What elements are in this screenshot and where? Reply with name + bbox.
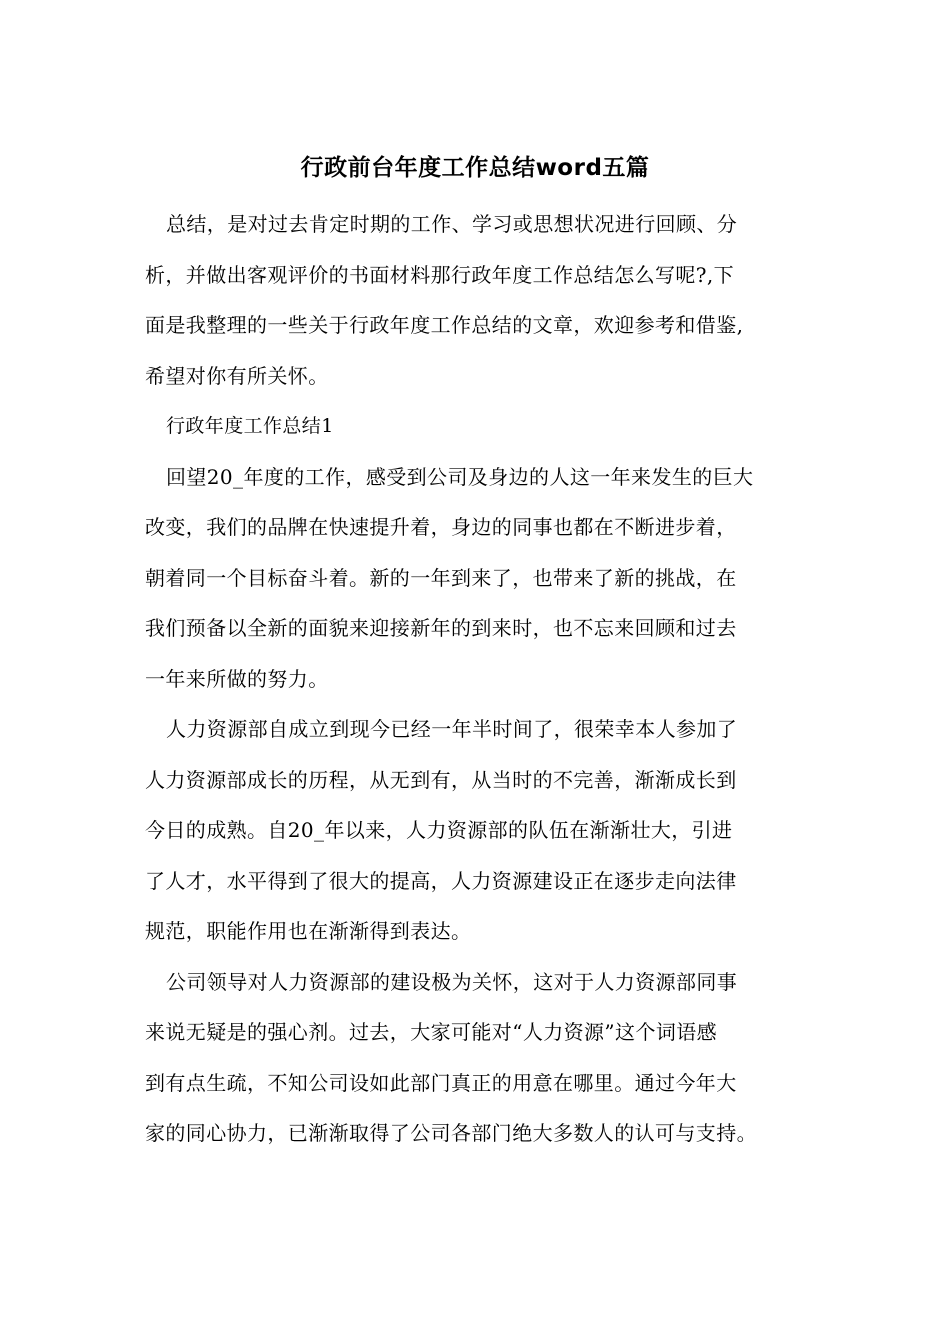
paragraph-line: 回望20_年度的工作，感受到公司及身边的人这一年来发生的巨大 bbox=[166, 464, 754, 489]
paragraph-line: 人力资源部自成立到现今已经一年半时间了，很荣幸本人参加了 bbox=[166, 717, 738, 741]
paragraph-line: 今日的成熟。自20_年以来，人力资源部的队伍在渐渐壮大，引进 bbox=[145, 818, 733, 842]
paragraph-line: 来说无疑是的强心剂。过去，大家可能对“人力资源”这个词语感 bbox=[145, 1020, 718, 1044]
paragraph-line: 人力资源部成长的历程，从无到有，从当时的不完善，渐渐成长到 bbox=[145, 767, 737, 792]
document-title: 行政前台年度工作总结word五篇 bbox=[300, 155, 650, 181]
paragraph-line: 我们预备以全新的面貌来迎接新年的到来时，也不忘来回顾和过去 bbox=[145, 616, 737, 640]
paragraph-line: 析，并做出客观评价的书面材料那行政年度工作总结怎么写呢?,下 bbox=[145, 262, 735, 287]
paragraph-line: 规范，职能作用也在渐渐得到表达。 bbox=[145, 919, 472, 943]
paragraph-line: 面是我整理的一些关于行政年度工作总结的文章，欢迎参考和借鉴, bbox=[145, 313, 744, 337]
paragraph-line: 总结，是对过去肯定时期的工作、学习或思想状况进行回顾、分 bbox=[166, 212, 738, 236]
paragraph-line: 到有点生疏，不知公司设如此部门真正的用意在哪里。通过今年大 bbox=[145, 1070, 737, 1095]
paragraph-line: 朝着同一个目标奋斗着。新的一年到来了，也带来了新的挑战，在 bbox=[145, 565, 737, 590]
paragraph-line: 了人才，水平得到了很大的提高，人力资源建设正在逐步走向法律 bbox=[145, 868, 737, 893]
paragraph-line: 一年来所做的努力。 bbox=[145, 666, 329, 691]
paragraph-line: 家的同心协力，已渐渐取得了公司各部门绝大多数人的认可与支持。 bbox=[145, 1121, 757, 1145]
paragraph-line: 希望对你有所关怀。 bbox=[145, 363, 329, 388]
paragraph-line: 公司领导对人力资源部的建设极为关怀，这对于人力资源部同事 bbox=[166, 969, 738, 994]
section-heading: 行政年度工作总结1 bbox=[166, 415, 334, 437]
document-body bbox=[145, 206, 820, 1166]
paragraph-line: 改变，我们的品牌在快速提升着，身边的同事也都在不断进步着， bbox=[145, 515, 737, 539]
